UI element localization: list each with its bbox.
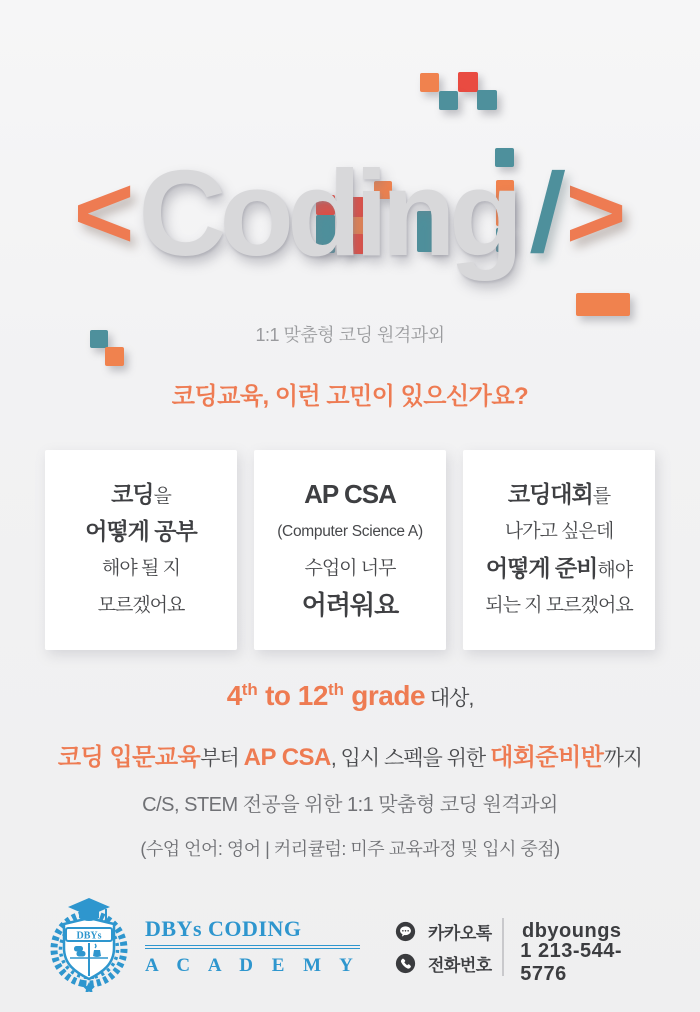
card-competition	[463, 450, 655, 650]
hero-title	[0, 118, 700, 308]
slash-glyph: /	[528, 150, 569, 275]
text-segment: 어려워요	[301, 590, 399, 620]
card-line	[505, 513, 613, 550]
academy-logo-text	[145, 916, 360, 977]
text-segment: th	[327, 680, 344, 699]
kakao-label: 카카오톡	[428, 923, 492, 943]
pixel-square-orange	[105, 347, 124, 366]
academy-crest-logo	[44, 896, 134, 992]
card-line	[302, 587, 398, 624]
text-segment: 까지	[603, 747, 643, 770]
text-segment: (Computer Science A)	[277, 523, 423, 540]
card-line	[102, 550, 180, 587]
text-segment: 코딩 입문교육	[57, 744, 201, 771]
phone-number: 1 213-544-5776	[520, 940, 623, 985]
text-segment: 해야	[597, 560, 633, 581]
text-segment: , 입시 스펙을 위한	[330, 747, 491, 770]
text-segment: 수업이 너무	[304, 558, 396, 579]
text-segment: AP CSA	[304, 479, 396, 509]
card-line	[304, 476, 396, 513]
text-segment: 해야 될 지	[102, 558, 180, 579]
grade-line	[0, 680, 700, 712]
card-line	[486, 550, 632, 587]
phone-label: 전화번호	[428, 955, 492, 975]
concern-cards	[45, 450, 655, 650]
pixel-square-red	[458, 72, 478, 92]
detail-line: (수업 언어: 영어 | 커리큘럼: 미주 교육과정 및 입시 중점)	[140, 839, 560, 859]
phone-icon	[395, 953, 416, 974]
text-segment: 을	[153, 486, 171, 507]
target-line: C/S, STEM 전공을 위한 1:1 맞춤형 코딩 원격과외	[142, 794, 558, 816]
text-segment: th	[241, 680, 258, 699]
text-segment: 코딩대회	[507, 481, 593, 507]
text-segment: 어떻게 준비	[485, 555, 598, 581]
hero-word: Coding	[138, 145, 517, 281]
text-segment: 대회준비반	[490, 744, 604, 771]
card-ap-csa	[254, 450, 446, 650]
svg-text:DBYs: DBYs	[76, 930, 102, 942]
text-segment: 어떻게 공부	[85, 518, 197, 544]
tagline: 1:1 맞춤형 코딩 원격과외	[255, 325, 445, 345]
card-line	[98, 587, 185, 624]
text-segment: 코딩	[111, 481, 154, 507]
card-line	[85, 513, 196, 550]
text-segment: to 12	[257, 680, 328, 711]
text-segment: 대상,	[425, 687, 474, 710]
pixel-square-orange	[420, 73, 439, 92]
text-segment: 나가고 싶은데	[504, 521, 614, 542]
card-line	[111, 476, 171, 513]
question-heading: 코딩교육, 이런 고민이 있으신가요?	[171, 383, 529, 410]
card-line	[485, 587, 632, 624]
text-segment: 부터	[200, 747, 244, 770]
kakao-id: dbyoungs	[522, 919, 622, 942]
card-line	[508, 476, 610, 513]
text-segment: 모르겠어요	[97, 595, 185, 616]
open-bracket-glyph: <	[73, 155, 135, 271]
close-bracket-glyph: >	[565, 155, 627, 271]
phone-contact-row	[395, 940, 665, 985]
text-segment: 되는 지 모르겠어요	[485, 595, 633, 616]
logo-name: DBYs CODING	[145, 916, 360, 949]
card-line	[277, 513, 423, 550]
course-line	[0, 737, 700, 772]
text-segment: grade	[344, 680, 426, 711]
contact-info	[395, 918, 665, 985]
logo-academy: A C A D E M Y	[145, 955, 360, 976]
text-segment: 4	[226, 680, 242, 711]
text-segment: AP CSA	[243, 744, 331, 771]
pixel-square-teal	[439, 91, 458, 110]
card-coding-study	[45, 450, 237, 650]
card-line	[304, 550, 395, 587]
kakao-icon	[395, 921, 416, 942]
text-segment: 를	[592, 486, 611, 507]
pixel-square-teal	[477, 90, 497, 110]
